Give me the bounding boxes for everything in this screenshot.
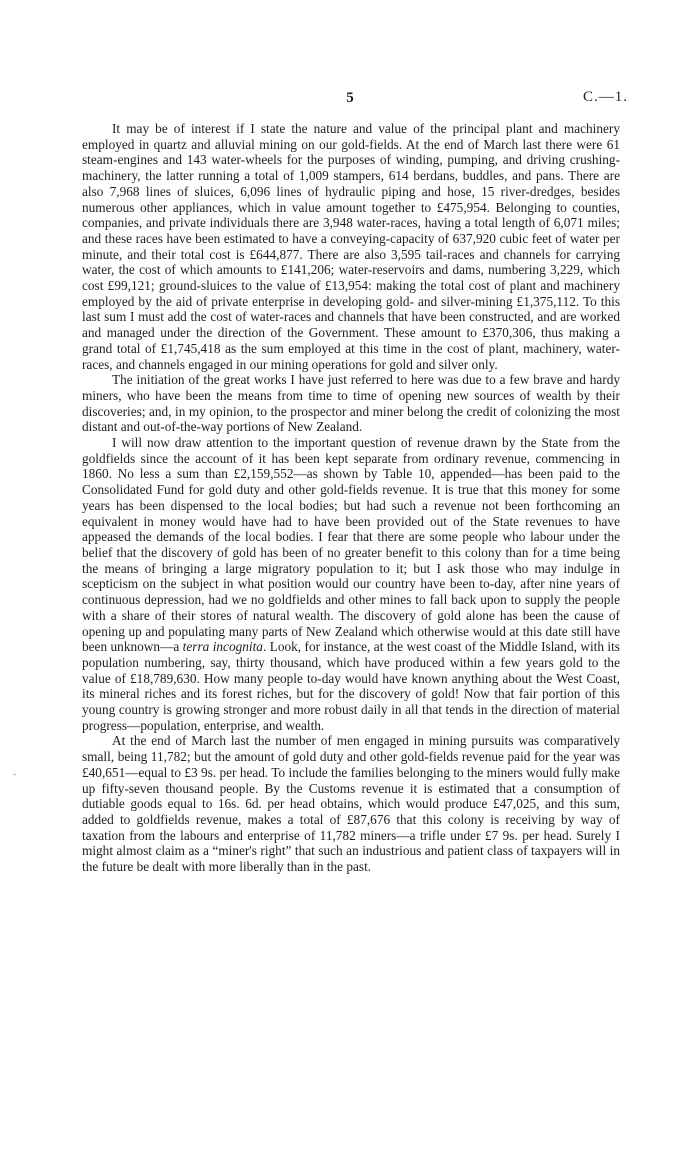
paragraph-goldfields-revenue	[82, 435, 620, 733]
paragraph-goldfields-revenue-part2: . Look, for instance, at the west coast of the Middle Island, with its population numbering, say, thirty thousand, which have produced within a few years gold to the value of £18,789,630. How many people to-day would have known anything about the West Coast, its mineral riches and its forest riches, but for the discovery of gold! Now that fair portion of this young country is growing stronger and more robust daily in all that tends in the direction of material progress—population, enterprise, and wealth.	[82, 639, 620, 733]
paragraph-initiation-miners: The initiation of the great works I have just referred to here was due to a few brave and hardy miners, who have been the means from time to time of opening new sources of wealth by their discoveries; and, in my opinion, to the prospector and miner belong the credit of colonizing the most distant and out-of-the-way portions of New Zealand.	[82, 372, 620, 435]
terra-incognita-italic: terra incognita	[182, 639, 263, 655]
document-reference: C.—1.	[582, 89, 628, 105]
body-text	[82, 121, 620, 875]
paragraph-miners-taxation: At the end of March last the number of men engaged in mining pursuits was comparatively small, being 11,782; but the amount of gold duty and other gold-fields revenue paid for the year was £40,651—equal to £3 9s. per head. To include the families belonging to the miners would fully make up fifty-seven thousand people. By the Customs revenue it is estimated that a consumption of dutiable goods equal to 16s. 6d. per head obtains, which would produce £47,025, and this sum, added to goldfields revenue, makes a total of £87,676 that this colony is receiving by way of taxation from the labours and enterprise of 11,782 miners—a trifle under £7 9s. per head. Surely I might almost claim as a “miner's right” that such an industrious and patient class of taxpayers will in the future be dealt with more liberally than in the past.	[82, 733, 620, 875]
paragraph-goldfields-revenue-part1: I will now draw attention to the important question of revenue drawn by the State from the goldfields since the account of it has been kept separate from ordinary revenue, commencing in 1860. No less a sum than £2,159,552—as shown by Table 10, appended—has been paid to the Consolidated Fund for gold duty and other gold-fields revenue. It is true that this money for some years has been dispensed to the local bodies; but had such a revenue not been forthcoming an equivalent in money would have had to have been provided out of the State revenues to have appeased the demands of the local bodies. I fear that there are some people who labour under the belief that the discovery of gold has been of no greater benefit to this colony than for a time being the means of bringing a large migratory population to it; but I ask those who may indulge in scepticism on the subject in what position would our country have been to-day, after nine years of continuous depression, had we no goldfields and other mines to fall back upon to supply the people with a share of their stores of natural wealth. The discovery of gold alone has been the cause of opening up and populating many parts of New Zealand which otherwise would at this date still have been unknown—a	[82, 435, 620, 655]
margin-mark: -	[13, 769, 16, 779]
page-number: 5	[346, 90, 354, 106]
paragraph-plant-machinery: It may be of interest if I state the nature and value of the principal plant and machinery employed in quartz and alluvial mining on our gold-fields. At the end of March last there were 61 steam-engines and 143 water-wheels for the purposes of winding, pumping, and driving crushing-machinery, the latter running a total of 1,009 stampers, 614 berdans, buddles, and pans. There are also 7,968 lines of sluices, 6,096 lines of hydraulic piping and hose, 15 river-dredges, besides numerous other appliances, which in value amount together to £475,954. Belonging to counties, companies, and private individuals there are 3,948 water-races, having a total length of 6,071 miles; and these races have been estimated to have a conveying-capacity of 637,920 cubic feet of water per minute, and their total cost is £644,877. There are also 3,595 tail-races and channels for carrying water, the cost of which amounts to £141,206; water-reservoirs and dams, numbering 3,229, which cost £99,121; ground-sluices to the value of £13,954: making the total cost of plant and machinery employed by the aid of private enterprise in developing gold- and silver-mining £1,375,112. To this last sum I must add the cost of water-races and channels that have been constructed, and are worked and managed under the direction of the Government. These amount to £370,306, thus making a grand total of £1,745,418 as the sum employed at this time in the cost of plant, machinery, water-races, and channels engaged in our mining operations for gold and silver only.	[82, 121, 620, 372]
